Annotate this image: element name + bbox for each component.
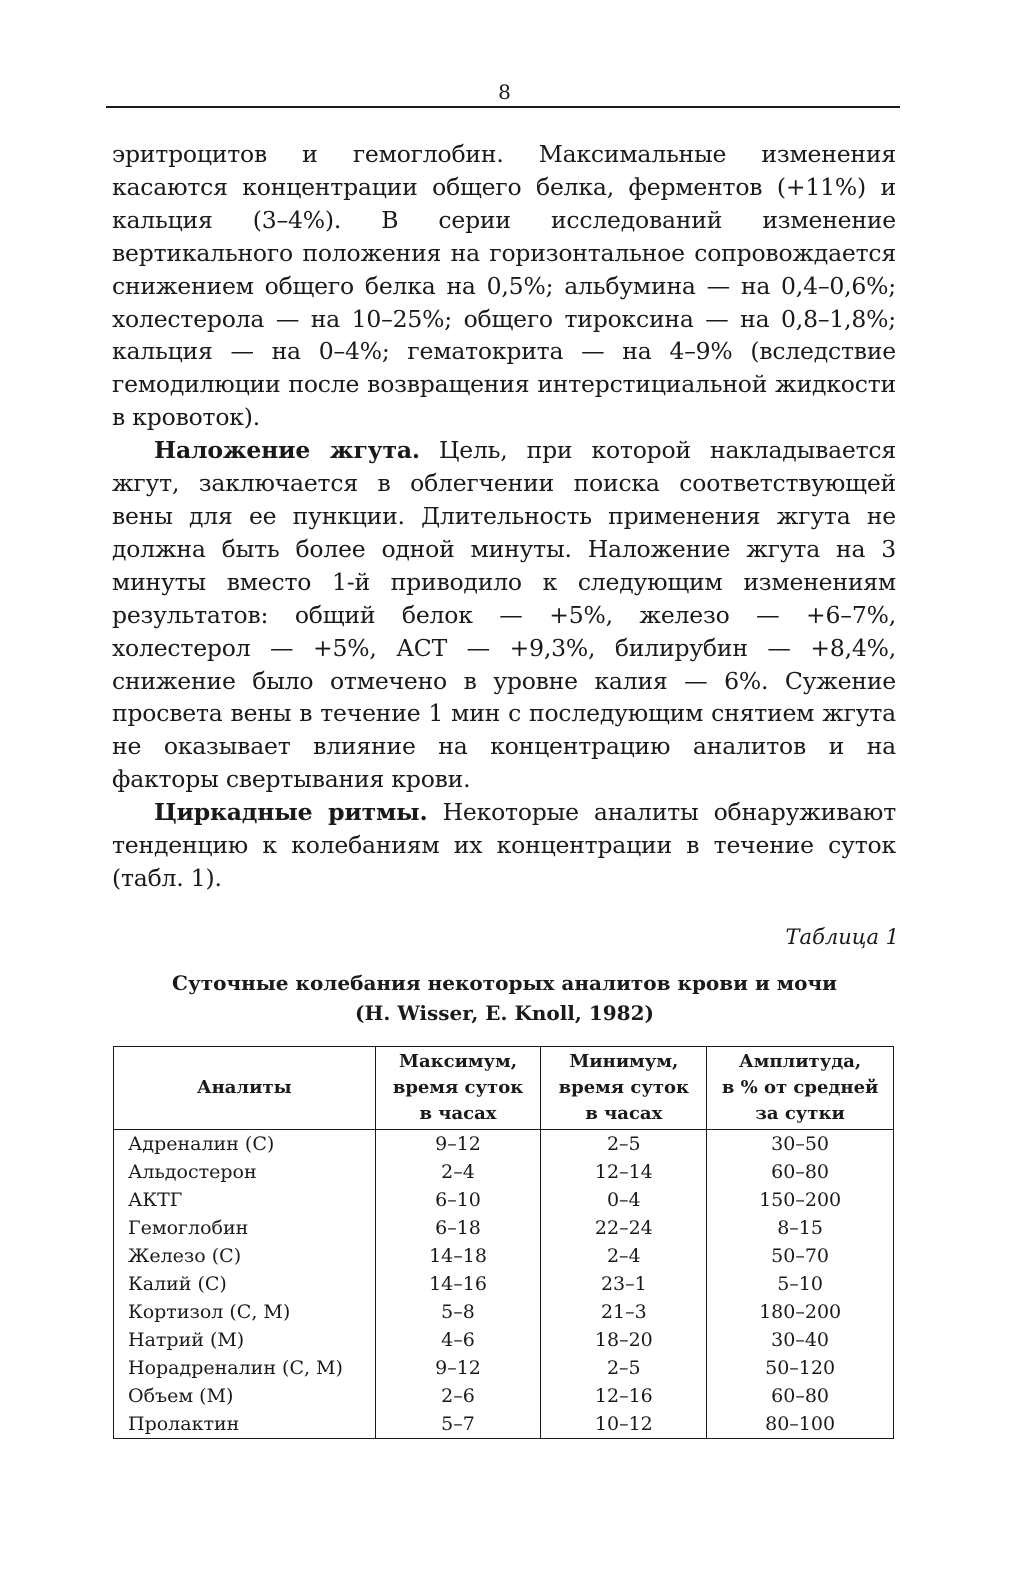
cell-analyte: АКТГ: [114, 1186, 376, 1214]
cell-max-time: 6–10: [375, 1186, 541, 1214]
cell-max-time: 9–12: [375, 1354, 541, 1382]
cell-amplitude: 30–40: [707, 1326, 894, 1354]
header-rule: [106, 106, 900, 108]
paragraph-2: [112, 434, 896, 796]
cell-analyte: Адреналин (С): [114, 1130, 376, 1159]
header-amplitude: [707, 1047, 894, 1130]
cell-amplitude: 50–70: [707, 1242, 894, 1270]
table-title-line-1: Суточные колебания некоторых аналитов крови и мочи: [172, 971, 837, 995]
header-min-line: в часах: [585, 1103, 663, 1124]
cell-min-time: 2–4: [541, 1242, 707, 1270]
cell-min-time: 0–4: [541, 1186, 707, 1214]
table-title-line-2: (H. Wisser, E. Knoll, 1982): [355, 1001, 654, 1025]
table-row: [114, 1158, 894, 1186]
header-max-line: Максимум,: [399, 1051, 517, 1072]
table-row: [114, 1298, 894, 1326]
cell-analyte: Альдостерон: [114, 1158, 376, 1186]
paragraph-1: эритроцитов и гемоглобин. Максимальные изменения касаются концентрации общего белка, ферментов (+11%) и кальция (3–4%). В серии исследований изменение вертикального положения на горизонтальное сопровождается снижением общего белка на 0,5%; альбумина — на 0,4–0,6%; холестерола — на 10–25%; общего тироксина — на 0,8–1,8%; кальция — на 0–4%; гематокрита — на 4–9% (вследствие гемодилюции после возвращения интерстициальной жидкости в кровоток).: [112, 140, 896, 432]
table-row: [114, 1242, 894, 1270]
table-row: [114, 1270, 894, 1298]
header-min: [541, 1047, 707, 1130]
body-text: [112, 138, 896, 895]
table-title: [0, 968, 1009, 1028]
cell-analyte: Калий (С): [114, 1270, 376, 1298]
analytes-table: [113, 1046, 894, 1439]
cell-amplitude: 8–15: [707, 1214, 894, 1242]
table-row: [114, 1410, 894, 1439]
cell-amplitude: 180–200: [707, 1298, 894, 1326]
cell-amplitude: 5–10: [707, 1270, 894, 1298]
table-row: [114, 1186, 894, 1214]
cell-max-time: 14–16: [375, 1270, 541, 1298]
cell-analyte: Норадреналин (С, М): [114, 1354, 376, 1382]
cell-analyte: Пролактин: [114, 1410, 376, 1439]
cell-min-time: 22–24: [541, 1214, 707, 1242]
cell-analyte: Объем (М): [114, 1382, 376, 1410]
cell-analyte: Железо (С): [114, 1242, 376, 1270]
cell-amplitude: 150–200: [707, 1186, 894, 1214]
paragraph-3-heading: Циркадные ритмы.: [154, 798, 428, 827]
cell-min-time: 2–5: [541, 1130, 707, 1159]
table-row: [114, 1130, 894, 1159]
cell-analyte: Кортизол (С, М): [114, 1298, 376, 1326]
cell-min-time: 21–3: [541, 1298, 707, 1326]
table-caption: Таблица 1: [785, 925, 899, 949]
table-header-row: [114, 1047, 894, 1130]
table-row: [114, 1214, 894, 1242]
cell-max-time: 5–8: [375, 1298, 541, 1326]
cell-max-time: 6–18: [375, 1214, 541, 1242]
cell-min-time: 23–1: [541, 1270, 707, 1298]
table-body: [114, 1130, 894, 1439]
header-max-line: в часах: [419, 1103, 497, 1124]
paragraph-2-text: Цель, при которой накладывается жгут, заключается в облегчении поиска соответствующей вены для ее пункции. Длительность применения жгута не должна быть более одной минуты. Наложение жгута на 3 минуты вместо 1-й приводило к следующим изменениям результатов: общий белок — +5%, железо — +6–7%, холестерол — +5%, АСТ — +9,3%, билирубин — +8,4%, снижение было отмечено в уровне калия — 6%. Сужение просвета вены в течение 1 мин с последующим снятием жгута не оказывает влияние на концентрацию аналитов и на факторы свертывания крови.: [112, 436, 897, 794]
table-row: [114, 1354, 894, 1382]
header-analyte: Аналиты: [114, 1047, 376, 1130]
cell-amplitude: 60–80: [707, 1158, 894, 1186]
header-min-line: Минимум,: [569, 1051, 679, 1072]
table-row: [114, 1382, 894, 1410]
cell-amplitude: 60–80: [707, 1382, 894, 1410]
cell-amplitude: 50–120: [707, 1354, 894, 1382]
cell-analyte: Гемоглобин: [114, 1214, 376, 1242]
cell-max-time: 2–4: [375, 1158, 541, 1186]
cell-max-time: 9–12: [375, 1130, 541, 1159]
cell-min-time: 2–5: [541, 1354, 707, 1382]
paragraph-3: [112, 796, 896, 895]
cell-analyte: Натрий (М): [114, 1326, 376, 1354]
cell-max-time: 5–7: [375, 1410, 541, 1439]
cell-min-time: 12–16: [541, 1382, 707, 1410]
header-amplitude-line: Амплитуда,: [739, 1051, 862, 1072]
header-max: [375, 1047, 541, 1130]
cell-amplitude: 80–100: [707, 1410, 894, 1439]
cell-min-time: 12–14: [541, 1158, 707, 1186]
header-min-line: время суток: [558, 1077, 690, 1098]
paragraph-3-text: Некоторые аналиты обнаруживают тенденцию к колебаниям их концентрации в течение суток (табл. 1).: [112, 798, 896, 892]
header-amplitude-line: в % от средней: [721, 1077, 879, 1098]
page-number: 8: [498, 80, 511, 104]
cell-max-time: 14–18: [375, 1242, 541, 1270]
cell-min-time: 10–12: [541, 1410, 707, 1439]
cell-max-time: 2–6: [375, 1382, 541, 1410]
header-amplitude-line: за сутки: [755, 1103, 845, 1124]
header-max-line: время суток: [392, 1077, 524, 1098]
cell-max-time: 4–6: [375, 1326, 541, 1354]
table-row: [114, 1326, 894, 1354]
cell-min-time: 18–20: [541, 1326, 707, 1354]
cell-amplitude: 30–50: [707, 1130, 894, 1159]
paragraph-2-heading: Наложение жгута.: [154, 436, 420, 465]
